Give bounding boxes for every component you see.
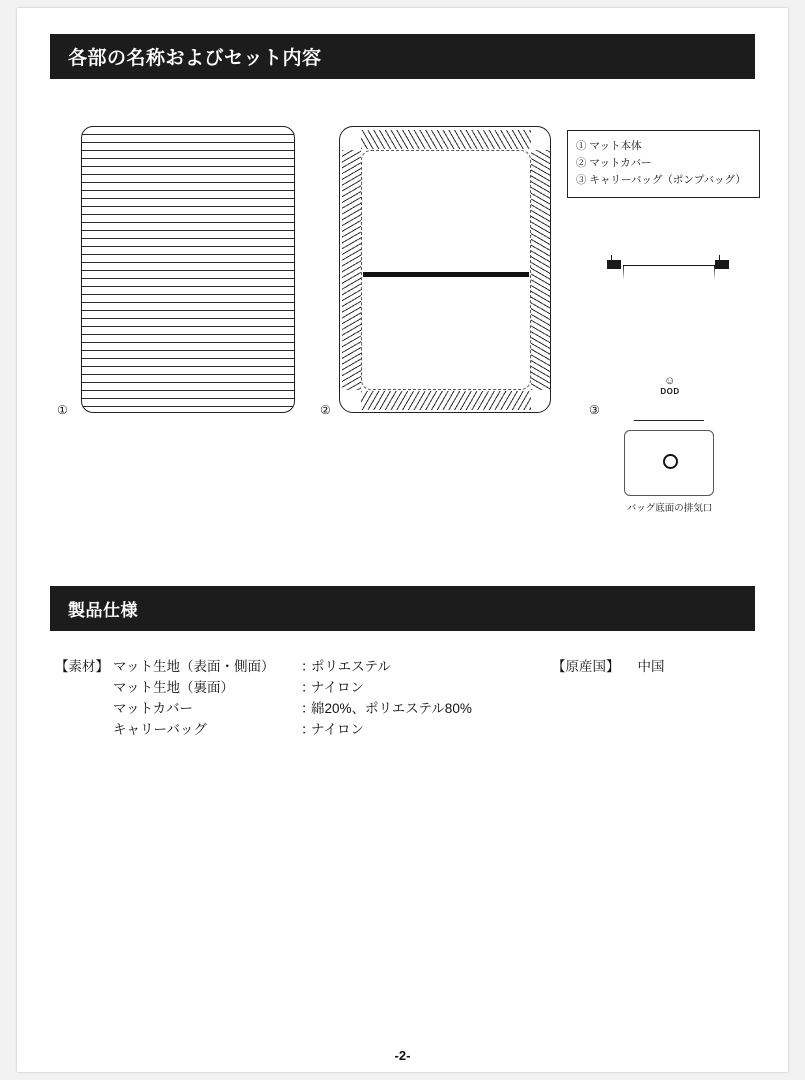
spec-material-key: 【素材】 [55,659,109,674]
spec-row [55,698,755,719]
page-number: -2- [394,1048,411,1063]
origin-value: 中国 [637,659,665,674]
legend-item-1: ① マット本体 [576,140,642,152]
bag-vent-detail-box [624,430,714,496]
section-header-parts [50,34,755,79]
legend-item-2: ② マットカバー [576,157,652,169]
spec-colon: ： [301,680,315,695]
figure-number-bag: ③ [589,403,600,417]
figure-mat-cover [317,120,562,420]
section-header-spec [50,586,755,631]
mat-cover-center-band [363,272,529,277]
mat-cover-inner-panel [361,150,531,390]
spec-item-label: マット生地（表面・側面） [113,659,275,674]
cover-hatch-top [361,130,531,149]
spec-item-value: 綿20%、ポリエステル80% [311,701,472,716]
vent-hole-icon [663,454,678,469]
spec-colon: ： [301,659,315,674]
bag-logo-text: DOD [660,387,680,396]
spec-row [55,719,755,740]
section-title-parts: 各部の名称およびセット内容 [68,48,322,69]
bunny-icon: ☺ [664,375,676,387]
cover-hatch-right [531,150,550,390]
spec-item-value: ポリエステル [311,659,391,674]
mat-body-illustration [81,126,295,413]
parts-legend-box [567,130,760,198]
spec-item-label: キャリーバッグ [113,722,207,737]
figure-number-cover: ② [320,403,331,417]
vent-caption: バッグ底面の排気口 [626,503,713,514]
cover-hatch-bottom [361,391,531,410]
origin-country-block [552,656,665,677]
spec-colon: ： [301,701,315,716]
document-sheet [17,8,788,1072]
section-title-spec: 製品仕様 [68,601,138,620]
origin-key: 【原産国】 [552,659,620,674]
bag-buckle-left-icon [607,260,621,269]
bag-buckle-right-icon [715,260,729,269]
spec-item-value: ナイロン [311,680,365,695]
spec-item-label: マットカバー [113,701,194,716]
spec-table [55,656,755,740]
figure-number-mat: ① [57,403,68,417]
cover-hatch-left [342,150,361,390]
figure-carry-bag [585,248,765,428]
figure-mat-body [63,120,308,420]
bag-brand-logo [653,376,687,396]
bag-body-illustration [623,266,715,421]
legend-item-3: ③ キャリーバッグ（ポンプバッグ） [576,174,746,186]
spec-item-label: マット生地（裏面） [113,680,234,695]
spec-row [55,677,755,698]
spec-colon: ： [301,722,315,737]
spec-item-value: ナイロン [311,722,365,737]
